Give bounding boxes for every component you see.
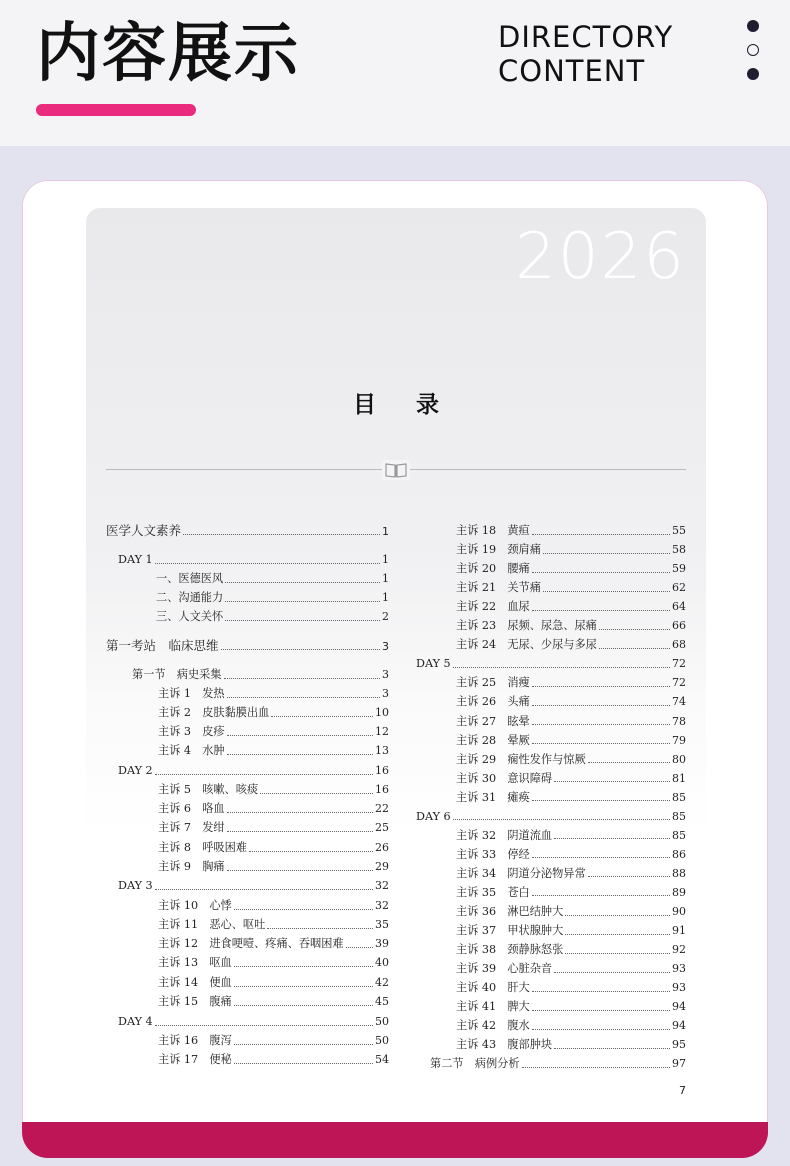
toc-leader-dots bbox=[532, 685, 670, 687]
toc-entry bbox=[416, 673, 686, 692]
page-title: 内容展示 bbox=[36, 17, 300, 91]
toc-leader-dots bbox=[554, 971, 670, 973]
toc-entry-page: 13 bbox=[375, 744, 389, 757]
toc-entry-label: 主诉 43 腹部肿块 bbox=[456, 1038, 553, 1052]
toc-entry bbox=[416, 559, 686, 578]
toc-entry-label: 主诉 9 胸痛 bbox=[158, 860, 225, 873]
english-title bbox=[498, 20, 673, 88]
toc-entry bbox=[106, 838, 389, 857]
toc-entry bbox=[416, 616, 686, 635]
toc-entry-label: 主诉 13 呕血 bbox=[158, 956, 232, 969]
toc-entry-page: 40 bbox=[375, 956, 389, 969]
toc-entry bbox=[416, 788, 686, 807]
toc-entry-label: 主诉 12 进食哽噎、疼痛、吞咽困难 bbox=[158, 937, 344, 950]
toc-leader-dots bbox=[227, 869, 373, 871]
book-page-card bbox=[22, 180, 768, 1158]
toc-leader-dots bbox=[532, 742, 670, 744]
toc-entry-page: 1 bbox=[382, 525, 389, 538]
toc-entry-page: 94 bbox=[672, 1000, 686, 1014]
toc-leader-dots bbox=[565, 914, 670, 916]
toc-leader-dots bbox=[532, 704, 670, 706]
toc-leader-dots bbox=[532, 1028, 670, 1030]
toc-entry bbox=[106, 684, 389, 703]
toc-entry-page: 89 bbox=[672, 885, 686, 899]
toc-entry-label: 主诉 14 便血 bbox=[158, 976, 232, 989]
toc-leader-dots bbox=[554, 1047, 670, 1049]
toc-entry-label: 第一节 病史采集 bbox=[132, 668, 222, 681]
toc-entry-label: 主诉 29 痫性发作与惊厥 bbox=[456, 752, 586, 766]
toc-leader-dots bbox=[565, 952, 670, 954]
toc-entry-page: 97 bbox=[672, 1057, 686, 1071]
toc-entry-page: 50 bbox=[375, 1015, 389, 1028]
toc-leader-dots bbox=[554, 837, 670, 839]
toc-leader-dots bbox=[183, 533, 380, 535]
toc-entry-label: DAY 3 bbox=[118, 879, 153, 892]
toc-entry-page: 25 bbox=[375, 821, 389, 834]
toc-entry bbox=[416, 864, 686, 883]
toc-leader-dots bbox=[522, 1066, 670, 1068]
dot-filled-icon bbox=[747, 68, 759, 80]
toc-entry-page: 22 bbox=[375, 802, 389, 815]
toc-entry bbox=[416, 940, 686, 959]
toc-entry bbox=[416, 997, 686, 1016]
toc-leader-dots bbox=[599, 647, 670, 649]
toc-entry bbox=[106, 780, 389, 799]
toc-entry-label: 主诉 20 腰痛 bbox=[456, 562, 530, 576]
toc-entry-label: DAY 5 bbox=[416, 657, 451, 671]
toc-leader-dots bbox=[532, 723, 670, 725]
toc-heading: 目录 bbox=[353, 392, 479, 418]
toc-leader-dots bbox=[155, 1024, 373, 1026]
toc-entry-page: 58 bbox=[672, 543, 686, 557]
toc-entry-label: 主诉 6 咯血 bbox=[158, 802, 225, 815]
toc-entry bbox=[106, 665, 389, 684]
toc-entry-label: 主诉 10 心悸 bbox=[158, 899, 232, 912]
toc-entry-page: 1 bbox=[382, 572, 389, 585]
toc-entry bbox=[106, 607, 389, 626]
toc-entry-label: 主诉 36 淋巴结肿大 bbox=[456, 905, 564, 918]
toc-entry-page: 16 bbox=[375, 764, 389, 777]
toc-entry bbox=[416, 578, 686, 597]
toc-leader-dots bbox=[588, 761, 670, 763]
toc-entry bbox=[106, 1031, 389, 1050]
toc-entry bbox=[106, 1012, 389, 1031]
toc-entry-page: 42 bbox=[375, 976, 389, 989]
toc-entry-page: 88 bbox=[672, 866, 686, 880]
toc-entry-label: 主诉 18 黄疸 bbox=[456, 524, 530, 537]
toc-entry-label: 第二节 病例分析 bbox=[430, 1057, 520, 1071]
toc-entry-label: 一、医德医风 bbox=[156, 572, 224, 585]
toc-entry-label: 主诉 7 发绀 bbox=[158, 821, 225, 834]
toc-entry-label: 主诉 8 呼吸困难 bbox=[158, 841, 247, 854]
toc-entry-page: 95 bbox=[672, 1038, 686, 1052]
toc-entry bbox=[106, 1050, 389, 1069]
toc-entry bbox=[106, 761, 389, 780]
toc-entry-label: DAY 1 bbox=[118, 553, 153, 566]
toc-entry-label: 主诉 17 便秘 bbox=[158, 1053, 232, 1066]
toc-entry-label: 主诉 35 苍白 bbox=[456, 885, 530, 899]
toc-leader-dots bbox=[532, 990, 670, 992]
toc-entry-page: 72 bbox=[672, 676, 686, 690]
toc-entry-label: 主诉 34 阴道分泌物异常 bbox=[456, 866, 586, 880]
toc-entry-label: 主诉 32 阴道流血 bbox=[456, 828, 553, 842]
toc-entry bbox=[106, 550, 389, 569]
toc-entry bbox=[416, 731, 686, 750]
dot-filled-icon bbox=[747, 20, 759, 32]
toc-entry-page: 55 bbox=[672, 524, 686, 537]
toc-entry bbox=[106, 722, 389, 741]
toc-leader-dots bbox=[599, 628, 670, 630]
toc-leader-dots bbox=[271, 715, 373, 717]
toc-leader-dots bbox=[532, 894, 670, 896]
toc-leader-dots bbox=[532, 799, 670, 801]
toc-entry-label: 主诉 40 肝大 bbox=[456, 981, 530, 995]
toc-entry-page: 2 bbox=[382, 610, 389, 623]
toc-entry-label: DAY 2 bbox=[118, 764, 153, 777]
toc-entry bbox=[416, 1035, 686, 1054]
toc-entry bbox=[416, 826, 686, 845]
toc-entry-page: 45 bbox=[375, 995, 389, 1008]
toc-leader-dots bbox=[234, 985, 373, 987]
toc-leader-dots bbox=[532, 533, 670, 535]
toc-entry-page: 93 bbox=[672, 981, 686, 995]
header bbox=[0, 0, 790, 146]
toc-entry bbox=[106, 973, 389, 992]
toc-entry bbox=[106, 703, 389, 722]
toc-leader-dots bbox=[249, 850, 373, 852]
toc-entry-page: 3 bbox=[382, 640, 389, 653]
toc-entry bbox=[416, 978, 686, 997]
toc-entry-label: 主诉 11 恶心、呕吐 bbox=[158, 918, 266, 931]
toc-entry bbox=[416, 845, 686, 864]
toc-leader-dots bbox=[543, 552, 670, 554]
toc-entry-page: 62 bbox=[672, 581, 686, 595]
toc-entry-page: 85 bbox=[672, 809, 686, 823]
toc-entry-label: 主诉 19 颈肩痛 bbox=[456, 543, 541, 557]
toc-leader-dots bbox=[532, 856, 670, 858]
toc-entry-page: 16 bbox=[375, 783, 389, 796]
toc-entry-page: 85 bbox=[672, 790, 686, 804]
pagination-dots bbox=[747, 20, 761, 92]
toc-entry bbox=[106, 992, 389, 1011]
toc-entry-label: 主诉 38 颈静脉怒张 bbox=[456, 943, 564, 957]
toc-page bbox=[86, 208, 706, 1108]
card-bottom-band bbox=[22, 1122, 768, 1158]
toc-entry-page: 32 bbox=[375, 899, 389, 912]
toc-entry-label: 主诉 3 皮疹 bbox=[158, 725, 225, 738]
toc-entry-label: 主诉 30 意识障碍 bbox=[456, 771, 553, 785]
title-accent-bar bbox=[36, 104, 196, 116]
toc-entry-page: 91 bbox=[672, 924, 686, 938]
toc-entry-label: 主诉 31 瘫痪 bbox=[456, 790, 530, 804]
toc-leader-dots bbox=[155, 888, 373, 890]
toc-entry bbox=[416, 1016, 686, 1035]
toc-entry bbox=[106, 799, 389, 818]
toc-entry-label: 主诉 33 停经 bbox=[456, 847, 530, 861]
toc-entry bbox=[416, 712, 686, 731]
toc-entry-page: 54 bbox=[375, 1053, 389, 1066]
toc-leader-dots bbox=[234, 908, 373, 910]
toc-entry-page: 1 bbox=[382, 553, 389, 566]
toc-entry-page: 90 bbox=[672, 905, 686, 918]
toc-entry bbox=[416, 654, 686, 673]
toc-entry bbox=[106, 818, 389, 837]
toc-entry-page: 35 bbox=[375, 918, 389, 931]
toc-entry bbox=[106, 569, 389, 588]
toc-entry-label: 主诉 16 腹泻 bbox=[158, 1034, 232, 1047]
toc-entry-label: 医学人文素养 bbox=[106, 523, 182, 538]
toc-entry-label: 主诉 2 皮肤黏膜出血 bbox=[158, 706, 270, 719]
toc-entry-label: 主诉 4 水肿 bbox=[158, 744, 225, 757]
toc-leader-dots bbox=[346, 946, 373, 948]
toc-entry-page: 74 bbox=[672, 695, 686, 709]
toc-entry bbox=[416, 521, 686, 540]
toc-leader-dots bbox=[532, 1009, 670, 1011]
toc-entry-label: 二、沟通能力 bbox=[156, 591, 224, 604]
toc-entry bbox=[416, 959, 686, 978]
toc-entry-page: 59 bbox=[672, 562, 686, 576]
toc-entry-label: DAY 6 bbox=[416, 809, 451, 823]
toc-leader-dots bbox=[260, 792, 373, 794]
toc-leader-dots bbox=[227, 830, 373, 832]
toc-entry bbox=[106, 876, 389, 895]
toc-entry-page: 93 bbox=[672, 962, 686, 976]
toc-leader-dots bbox=[221, 648, 380, 650]
toc-entry-page: 79 bbox=[672, 733, 686, 747]
toc-entry bbox=[416, 597, 686, 616]
toc-entry-page: 1 bbox=[382, 591, 389, 604]
toc-leader-dots bbox=[234, 1004, 373, 1006]
toc-leader-dots bbox=[225, 600, 380, 602]
toc-entry bbox=[416, 883, 686, 902]
toc-entry-page: 29 bbox=[375, 860, 389, 873]
toc-leader-dots bbox=[532, 571, 670, 573]
open-book-icon bbox=[382, 460, 410, 480]
toc-entry bbox=[106, 896, 389, 915]
english-title-line2: CONTENT bbox=[498, 54, 646, 88]
toc-entry-label: 第一考站 临床思维 bbox=[106, 638, 219, 653]
toc-leader-dots bbox=[234, 965, 373, 967]
toc-entry bbox=[106, 953, 389, 972]
toc-entry-label: 主诉 27 眩晕 bbox=[456, 714, 530, 728]
toc-leader-dots bbox=[267, 927, 373, 929]
toc-entry-page: 80 bbox=[672, 752, 686, 766]
toc-entry-page: 64 bbox=[672, 600, 686, 614]
toc-entry-label: 主诉 21 关节痛 bbox=[456, 581, 541, 595]
toc-leader-dots bbox=[234, 1062, 373, 1064]
dot-hollow-icon bbox=[747, 44, 759, 56]
toc-leader-dots bbox=[234, 1043, 373, 1045]
toc-entry bbox=[416, 692, 686, 711]
toc-leader-dots bbox=[453, 818, 670, 820]
toc-entry-label: 主诉 26 头痛 bbox=[456, 695, 530, 709]
toc-entry-label: 主诉 22 血尿 bbox=[456, 600, 530, 614]
toc-leader-dots bbox=[225, 581, 380, 583]
toc-entry-page: 10 bbox=[375, 706, 389, 719]
toc-leader-dots bbox=[588, 875, 670, 877]
toc-leader-dots bbox=[227, 734, 373, 736]
toc-entry-label: 主诉 5 咳嗽、咳痰 bbox=[158, 783, 259, 796]
toc-entry bbox=[106, 588, 389, 607]
toc-leader-dots bbox=[543, 590, 670, 592]
toc-entry-label: 主诉 42 腹水 bbox=[456, 1019, 530, 1033]
toc-entry-label: DAY 4 bbox=[118, 1015, 153, 1028]
toc-leader-dots bbox=[565, 933, 670, 935]
toc-leader-dots bbox=[155, 562, 380, 564]
toc-entry-page: 92 bbox=[672, 943, 686, 957]
toc-leader-dots bbox=[453, 666, 670, 668]
toc-entry-page: 32 bbox=[375, 879, 389, 892]
toc-entry bbox=[106, 934, 389, 953]
toc-entry bbox=[416, 540, 686, 559]
toc-entry bbox=[106, 636, 389, 655]
toc-entry bbox=[416, 750, 686, 769]
toc-leader-dots bbox=[227, 811, 373, 813]
toc-entry-page: 81 bbox=[672, 771, 686, 785]
toc-entry-page: 86 bbox=[672, 847, 686, 861]
toc-entry-label: 三、人文关怀 bbox=[156, 610, 224, 623]
toc-entry bbox=[106, 741, 389, 760]
toc-entry bbox=[106, 915, 389, 934]
toc-entry bbox=[416, 807, 686, 826]
toc-entry-page: 66 bbox=[672, 619, 686, 633]
toc-leader-dots bbox=[224, 677, 380, 679]
toc-entry-page: 26 bbox=[375, 841, 389, 854]
toc-entry bbox=[416, 921, 686, 940]
toc-entry-label: 主诉 39 心脏杂音 bbox=[456, 962, 553, 976]
toc-entry-label: 主诉 23 尿频、尿急、尿痛 bbox=[456, 619, 597, 633]
toc-entry bbox=[416, 769, 686, 788]
toc-entry-page: 3 bbox=[382, 687, 389, 700]
toc-entry-label: 主诉 41 脾大 bbox=[456, 1000, 530, 1014]
year-watermark: 2026 bbox=[515, 220, 686, 294]
toc-entry-label: 主诉 28 晕厥 bbox=[456, 733, 530, 747]
toc-entry-label: 主诉 15 腹痛 bbox=[158, 995, 232, 1008]
toc-entry-page: 78 bbox=[672, 714, 686, 728]
english-title-line1: DIRECTORY bbox=[498, 20, 674, 54]
toc-entry-page: 72 bbox=[672, 657, 686, 671]
toc-entry-page: 39 bbox=[375, 937, 389, 950]
toc-leader-dots bbox=[227, 696, 380, 698]
toc-leader-dots bbox=[532, 609, 670, 611]
page-number: 7 bbox=[679, 1084, 686, 1097]
toc-leader-dots bbox=[227, 753, 373, 755]
toc-entry bbox=[416, 902, 686, 921]
toc-entry bbox=[416, 635, 686, 654]
toc-leader-dots bbox=[225, 619, 380, 621]
toc-entry-label: 主诉 1 发热 bbox=[158, 687, 225, 700]
toc-entry-page: 50 bbox=[375, 1034, 389, 1047]
toc-entry-page: 85 bbox=[672, 828, 686, 842]
toc-entry-page: 3 bbox=[382, 668, 389, 681]
toc-entry-label: 主诉 37 甲状腺肿大 bbox=[456, 924, 564, 938]
toc-entry-page: 68 bbox=[672, 638, 686, 652]
toc-entry bbox=[416, 1054, 686, 1073]
toc-entry-page: 12 bbox=[375, 725, 389, 738]
toc-leader-dots bbox=[155, 773, 373, 775]
toc-entry bbox=[106, 521, 389, 540]
toc-entry-label: 主诉 24 无尿、少尿与多尿 bbox=[456, 638, 597, 652]
toc-entry-label: 主诉 25 消瘦 bbox=[456, 676, 530, 690]
toc-entry bbox=[106, 857, 389, 876]
toc-entry-page: 94 bbox=[672, 1019, 686, 1033]
toc-leader-dots bbox=[554, 780, 670, 782]
